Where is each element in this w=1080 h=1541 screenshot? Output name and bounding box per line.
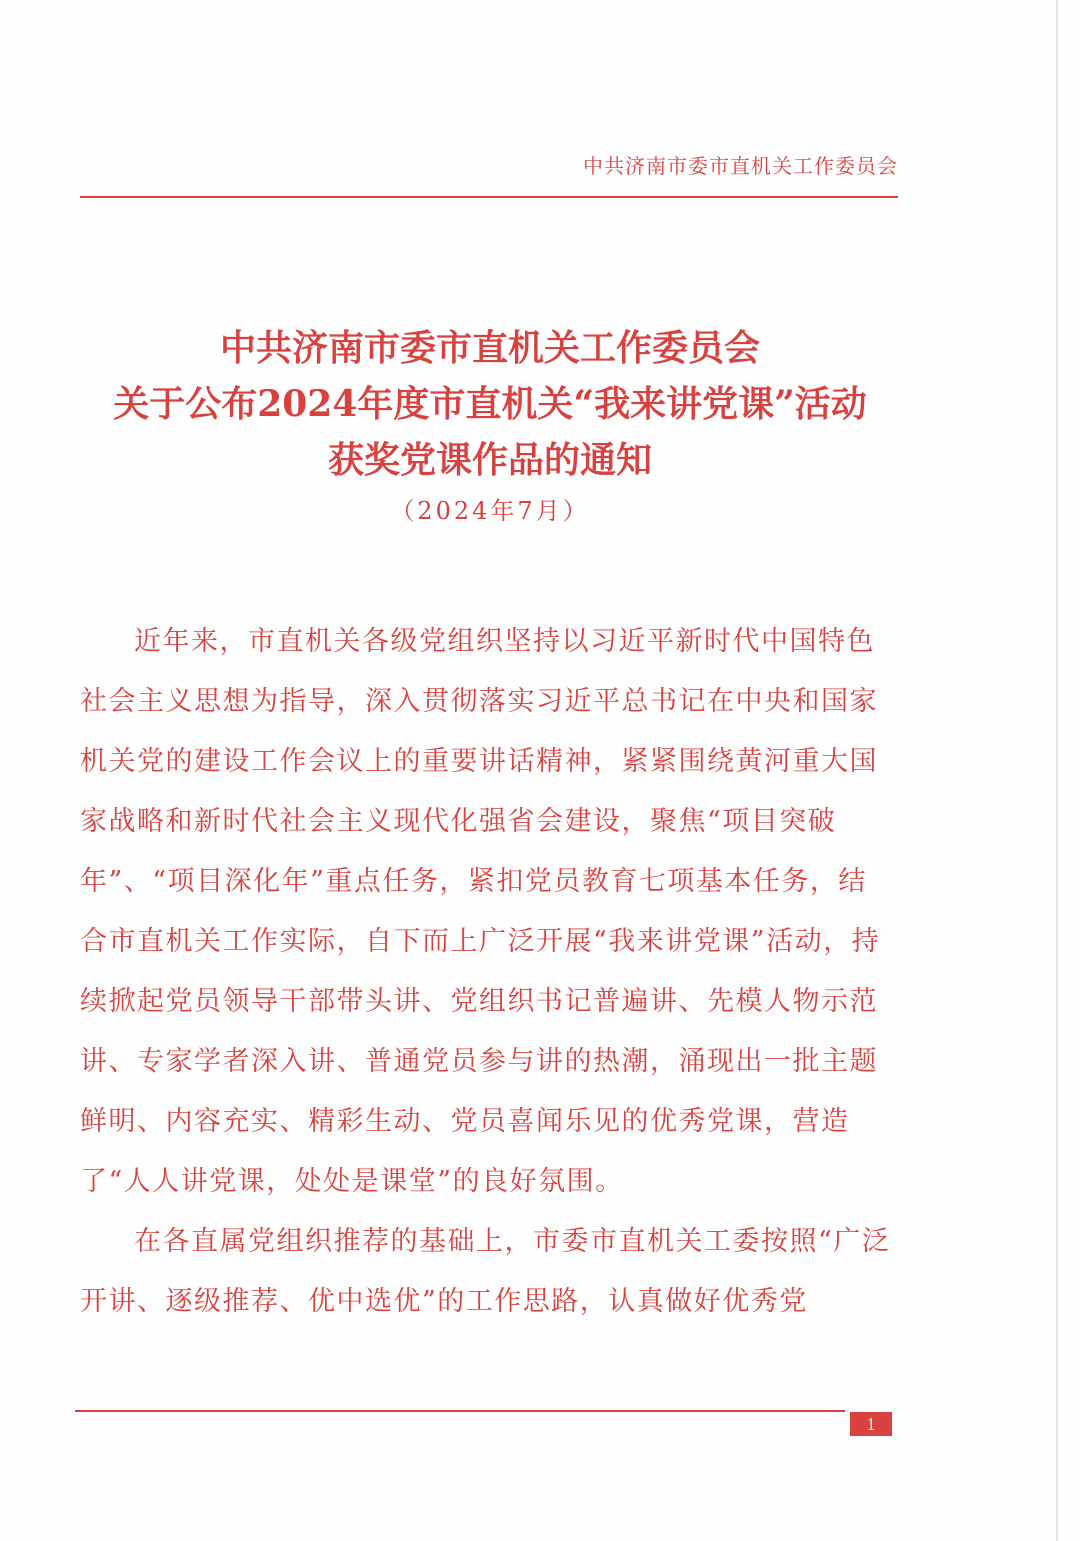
body-paragraph-1: 近年来，市直机关各级党组织坚持以习近平新时代中国特色社会主义思想为指导，深入贯彻落实习近平总书记在中央和国家机关党的建设工作会议上的重要讲话精神，紧紧围绕黄河重大国家战略和新时代社会主义现代化强省会建设，聚焦“项目突破年”、“项目深化年”重点任务，紧扣党员教育七项基本任务，结合市直机关工作实际，自下而上广泛开展“我来讲党课”活动，持续掀起党员领导干部带头讲、党组织书记普遍讲、先模人物示范讲、专家学者深入讲、普通党员参与讲的热潮，涌现出一批主题鲜明、内容充实、精彩生动、党员喜闻乐见的优秀党课，营造了“人人讲党课，处处是课堂”的良好氛围。 — [80, 626, 881, 1197]
title-line-1: 中共济南市委市直机关工作委员会 — [219, 327, 760, 369]
document-title — [60, 320, 920, 528]
title-line-2: 关于公布2024年度市直机关“我来讲党课”活动 — [113, 383, 867, 425]
footer-rule — [75, 1410, 845, 1412]
title-line-3: 获奖党课作品的通知 — [327, 439, 652, 481]
page-number: 1 — [850, 1412, 892, 1436]
header-rule — [80, 196, 898, 198]
body-text — [80, 612, 894, 1332]
scan-edge-line — [1056, 0, 1058, 1541]
header-organization: 中共济南市委市直机关工作委员会 — [583, 154, 898, 178]
title-date: （2024年7月） — [390, 497, 590, 525]
body-paragraph-2: 在各直属党组织推荐的基础上，市委市直机关工委按照“广泛开讲、逐级推荐、优中选优”的工作思路，认真做好优秀党 — [80, 1226, 891, 1317]
